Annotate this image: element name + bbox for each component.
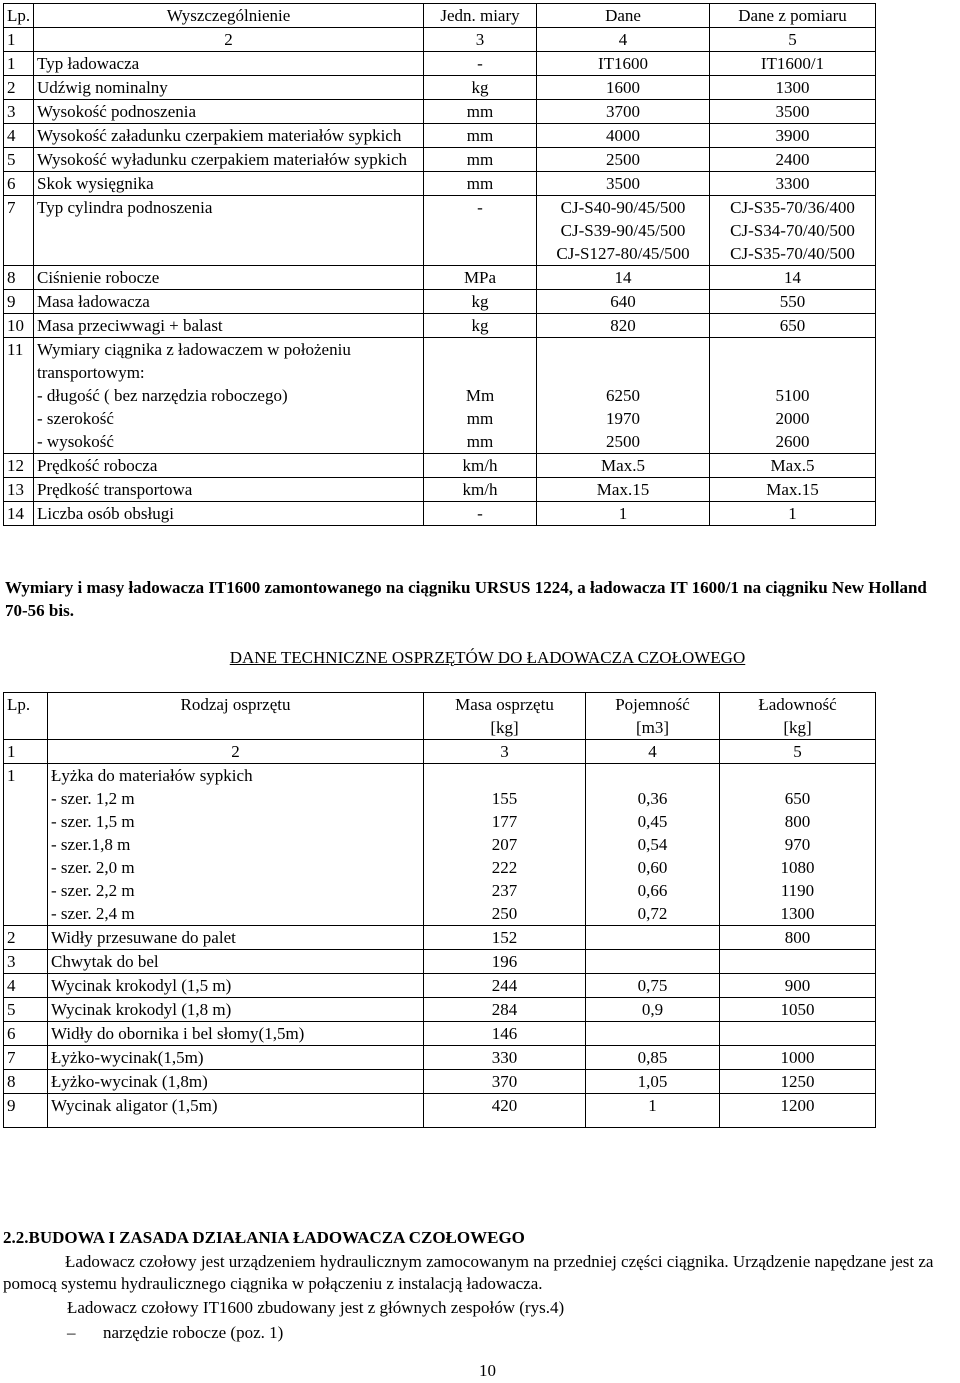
spec-value-cell: Max.5 xyxy=(537,454,710,478)
mass-cell: 196 xyxy=(424,950,586,974)
header-cell: Lp. xyxy=(4,4,34,28)
row-number: 2 xyxy=(4,76,34,100)
measured-value-cell: 1 xyxy=(710,502,876,526)
header-cell: Masa osprzętu [kg] xyxy=(424,693,586,740)
mass-cell: 146 xyxy=(424,1022,586,1046)
measured-value-cell: 550 xyxy=(710,290,876,314)
row-number: 1 xyxy=(4,52,34,76)
table-row xyxy=(4,76,876,100)
item-cell: Wymiary ciągnika z ładowaczem w położeniu transportowym: - długość ( bez narzędzia roboczego) - szerokość - wysokość xyxy=(34,338,424,454)
column-number: 5 xyxy=(720,740,876,764)
list-item-text: narzędzie robocze (poz. 1) xyxy=(103,1323,284,1342)
table-row xyxy=(4,338,876,454)
item-cell: Prędkość robocza xyxy=(34,454,424,478)
measured-value-cell: 650 xyxy=(710,314,876,338)
table-row xyxy=(4,764,876,926)
spec-value-cell: 1 xyxy=(537,502,710,526)
item-cell: Wysokość załadunku czerpakiem materiałów sypkich xyxy=(34,124,424,148)
item-cell: Udźwig nominalny xyxy=(34,76,424,100)
attachments-table xyxy=(3,692,876,1128)
measured-value-cell: 5100 2000 2600 xyxy=(710,338,876,454)
attachment-cell: Łyżka do materiałów sypkich - szer. 1,2 m - szer. 1,5 m - szer.1,8 m - szer. 2,0 m - szer. 2,2 m - szer. 2,4 m xyxy=(48,764,424,926)
item-cell: Skok wysięgnika xyxy=(34,172,424,196)
spec-value-cell: 3500 xyxy=(537,172,710,196)
column-number: 1 xyxy=(4,28,34,52)
header-cell: Dane xyxy=(537,4,710,28)
row-number: 3 xyxy=(4,100,34,124)
unit-cell: - xyxy=(424,502,537,526)
measured-value-cell: 2400 xyxy=(710,148,876,172)
mass-cell: 330 xyxy=(424,1046,586,1070)
unit-cell: Mm mm mm xyxy=(424,338,537,454)
attachment-cell: Łyżko-wycinak (1,8m) xyxy=(48,1070,424,1094)
unit-cell: - xyxy=(424,52,537,76)
item-cell: Ciśnienie robocze xyxy=(34,266,424,290)
attachment-cell: Wycinak krokodyl (1,5 m) xyxy=(48,974,424,998)
mass-cell: 370 xyxy=(424,1070,586,1094)
measured-value-cell: CJ-S35-70/36/400 CJ-S34-70/40/500 CJ-S35-70/40/500 xyxy=(710,196,876,266)
unit-cell: mm xyxy=(424,124,537,148)
spec-value-cell: Max.15 xyxy=(537,478,710,502)
capacity-cell: 0,9 xyxy=(586,998,720,1022)
column-number: 3 xyxy=(424,28,537,52)
loader-spec-table xyxy=(3,3,876,526)
column-number: 2 xyxy=(34,28,424,52)
unit-cell: MPa xyxy=(424,266,537,290)
unit-cell: kg xyxy=(424,76,537,100)
load-capacity-cell: 1000 xyxy=(720,1046,876,1070)
load-capacity-cell: 1200 xyxy=(720,1094,876,1128)
column-number: 5 xyxy=(710,28,876,52)
column-number: 4 xyxy=(537,28,710,52)
load-capacity-cell: 650 800 970 1080 1190 1300 xyxy=(720,764,876,926)
row-number: 4 xyxy=(4,974,48,998)
table-row xyxy=(4,926,876,950)
row-number: 13 xyxy=(4,478,34,502)
row-number: 5 xyxy=(4,998,48,1022)
item-cell: Wysokość wyładunku czerpakiem materiałów sypkich xyxy=(34,148,424,172)
row-number: 5 xyxy=(4,148,34,172)
table-row xyxy=(4,196,876,266)
table-row xyxy=(4,998,876,1022)
row-number: 1 xyxy=(4,764,48,926)
row-number: 10 xyxy=(4,314,34,338)
capacity-cell: 1 xyxy=(586,1094,720,1128)
spec-value-cell: 14 xyxy=(537,266,710,290)
table-row xyxy=(4,148,876,172)
table-header-row xyxy=(4,4,876,28)
item-cell: Typ ładowacza xyxy=(34,52,424,76)
header-cell: Ładowność [kg] xyxy=(720,693,876,740)
table-row xyxy=(4,1070,876,1094)
measured-value-cell: 3500 xyxy=(710,100,876,124)
mass-cell: 420 xyxy=(424,1094,586,1128)
attachment-cell: Widły przesuwane do palet xyxy=(48,926,424,950)
row-number: 4 xyxy=(4,124,34,148)
spec-value-cell: 6250 1970 2500 xyxy=(537,338,710,454)
capacity-cell: 0,36 0,45 0,54 0,60 0,66 0,72 xyxy=(586,764,720,926)
load-capacity-cell: 800 xyxy=(720,926,876,950)
attachment-cell: Wycinak aligator (1,5m) xyxy=(48,1094,424,1128)
item-cell: Liczba osób obsługi xyxy=(34,502,424,526)
row-number: 2 xyxy=(4,926,48,950)
column-number: 1 xyxy=(4,740,48,764)
unit-cell: kg xyxy=(424,314,537,338)
capacity-cell: 1,05 xyxy=(586,1070,720,1094)
paragraph: Ładowacz czołowy jest urządzeniem hydraulicznym zamocowanym na przedniej części ciągnika. Urządzenie napędzane jest za pomocą systemu hydraulicznego ciągnika w połączeniu z instalacją ładowacza. xyxy=(3,1252,934,1293)
header-cell: Dane z pomiaru xyxy=(710,4,876,28)
header-cell: Wyszczególnienie xyxy=(34,4,424,28)
spec-value-cell: 4000 xyxy=(537,124,710,148)
unit-cell: kg xyxy=(424,290,537,314)
unit-cell: mm xyxy=(424,100,537,124)
unit-cell: - xyxy=(424,196,537,266)
section-heading: DANE TECHNICZNE OSPRZĘTÓW DO ŁADOWACZA CZOŁOWEGO xyxy=(229,648,746,667)
header-cell: Rodzaj osprzętu xyxy=(48,693,424,740)
table-row xyxy=(4,478,876,502)
table-header-row xyxy=(4,693,876,740)
spec-value-cell: 820 xyxy=(537,314,710,338)
load-capacity-cell xyxy=(720,950,876,974)
table-row xyxy=(4,100,876,124)
table-row xyxy=(4,1022,876,1046)
page-number: 10 xyxy=(479,1361,496,1380)
table-row xyxy=(4,1094,876,1128)
spec-value-cell: CJ-S40-90/45/500 CJ-S39-90/45/500 CJ-S127-80/45/500 xyxy=(537,196,710,266)
item-cell: Masa przeciwwagi + balast xyxy=(34,314,424,338)
capacity-cell xyxy=(586,1022,720,1046)
table-row xyxy=(4,266,876,290)
unit-cell: mm xyxy=(424,148,537,172)
unit-cell: km/h xyxy=(424,454,537,478)
attachment-cell: Chwytak do bel xyxy=(48,950,424,974)
measured-value-cell: IT1600/1 xyxy=(710,52,876,76)
measured-value-cell: Max.15 xyxy=(710,478,876,502)
header-cell: Pojemność [m3] xyxy=(586,693,720,740)
table-caption: Wymiary i masy ładowacza IT1600 zamontowanego na ciągniku URSUS 1224, a ładowacza IT 1600/1 na ciągniku New Holland 70-56 bis. xyxy=(5,578,927,620)
row-number: 14 xyxy=(4,502,34,526)
spec-value-cell: 640 xyxy=(537,290,710,314)
capacity-cell xyxy=(586,950,720,974)
table-row xyxy=(4,1046,876,1070)
column-number: 3 xyxy=(424,740,586,764)
column-number: 4 xyxy=(586,740,720,764)
load-capacity-cell: 900 xyxy=(720,974,876,998)
load-capacity-cell: 1250 xyxy=(720,1070,876,1094)
row-number: 7 xyxy=(4,196,34,266)
mass-cell: 244 xyxy=(424,974,586,998)
attachment-cell: Widły do obornika i bel słomy(1,5m) xyxy=(48,1022,424,1046)
mass-cell: 152 xyxy=(424,926,586,950)
spec-value-cell: IT1600 xyxy=(537,52,710,76)
spec-value-cell: 1600 xyxy=(537,76,710,100)
attachment-cell: Wycinak krokodyl (1,8 m) xyxy=(48,998,424,1022)
unit-cell: km/h xyxy=(424,478,537,502)
row-number: 9 xyxy=(4,290,34,314)
table-row xyxy=(4,172,876,196)
table-row xyxy=(4,124,876,148)
row-number: 9 xyxy=(4,1094,48,1128)
table-row xyxy=(4,52,876,76)
mass-cell: 155 177 207 222 237 250 xyxy=(424,764,586,926)
row-number: 8 xyxy=(4,266,34,290)
header-cell: Jedn. miary xyxy=(424,4,537,28)
spec-value-cell: 3700 xyxy=(537,100,710,124)
paragraph: Ładowacz czołowy IT1600 zbudowany jest z głównych zespołów (rys.4) xyxy=(67,1298,565,1317)
unit-cell: mm xyxy=(424,172,537,196)
item-cell: Wysokość podnoszenia xyxy=(34,100,424,124)
row-number: 6 xyxy=(4,1022,48,1046)
table-row xyxy=(4,974,876,998)
load-capacity-cell xyxy=(720,1022,876,1046)
table-row xyxy=(4,290,876,314)
header-cell: Lp. xyxy=(4,693,48,740)
measured-value-cell: 1300 xyxy=(710,76,876,100)
table-row xyxy=(4,502,876,526)
table-row xyxy=(4,950,876,974)
row-number: 6 xyxy=(4,172,34,196)
measured-value-cell: 3300 xyxy=(710,172,876,196)
mass-cell: 284 xyxy=(424,998,586,1022)
row-number: 11 xyxy=(4,338,34,454)
section-title: 2.2.BUDOWA I ZASADA DZIAŁANIA ŁADOWACZA CZOŁOWEGO xyxy=(3,1228,525,1247)
list-item xyxy=(67,1322,283,1344)
table-row xyxy=(4,314,876,338)
row-number: 12 xyxy=(4,454,34,478)
dash-bullet: – xyxy=(67,1323,76,1342)
column-number-row xyxy=(4,740,876,764)
column-number: 2 xyxy=(48,740,424,764)
item-cell: Typ cylindra podnoszenia xyxy=(34,196,424,266)
measured-value-cell: Max.5 xyxy=(710,454,876,478)
capacity-cell: 0,75 xyxy=(586,974,720,998)
capacity-cell xyxy=(586,926,720,950)
spec-value-cell: 2500 xyxy=(537,148,710,172)
load-capacity-cell: 1050 xyxy=(720,998,876,1022)
item-cell: Masa ładowacza xyxy=(34,290,424,314)
row-number: 8 xyxy=(4,1070,48,1094)
item-cell: Prędkość transportowa xyxy=(34,478,424,502)
row-number: 3 xyxy=(4,950,48,974)
row-number: 7 xyxy=(4,1046,48,1070)
measured-value-cell: 3900 xyxy=(710,124,876,148)
capacity-cell: 0,85 xyxy=(586,1046,720,1070)
column-number-row xyxy=(4,28,876,52)
attachment-cell: Łyżko-wycinak(1,5m) xyxy=(48,1046,424,1070)
table-row xyxy=(4,454,876,478)
measured-value-cell: 14 xyxy=(710,266,876,290)
